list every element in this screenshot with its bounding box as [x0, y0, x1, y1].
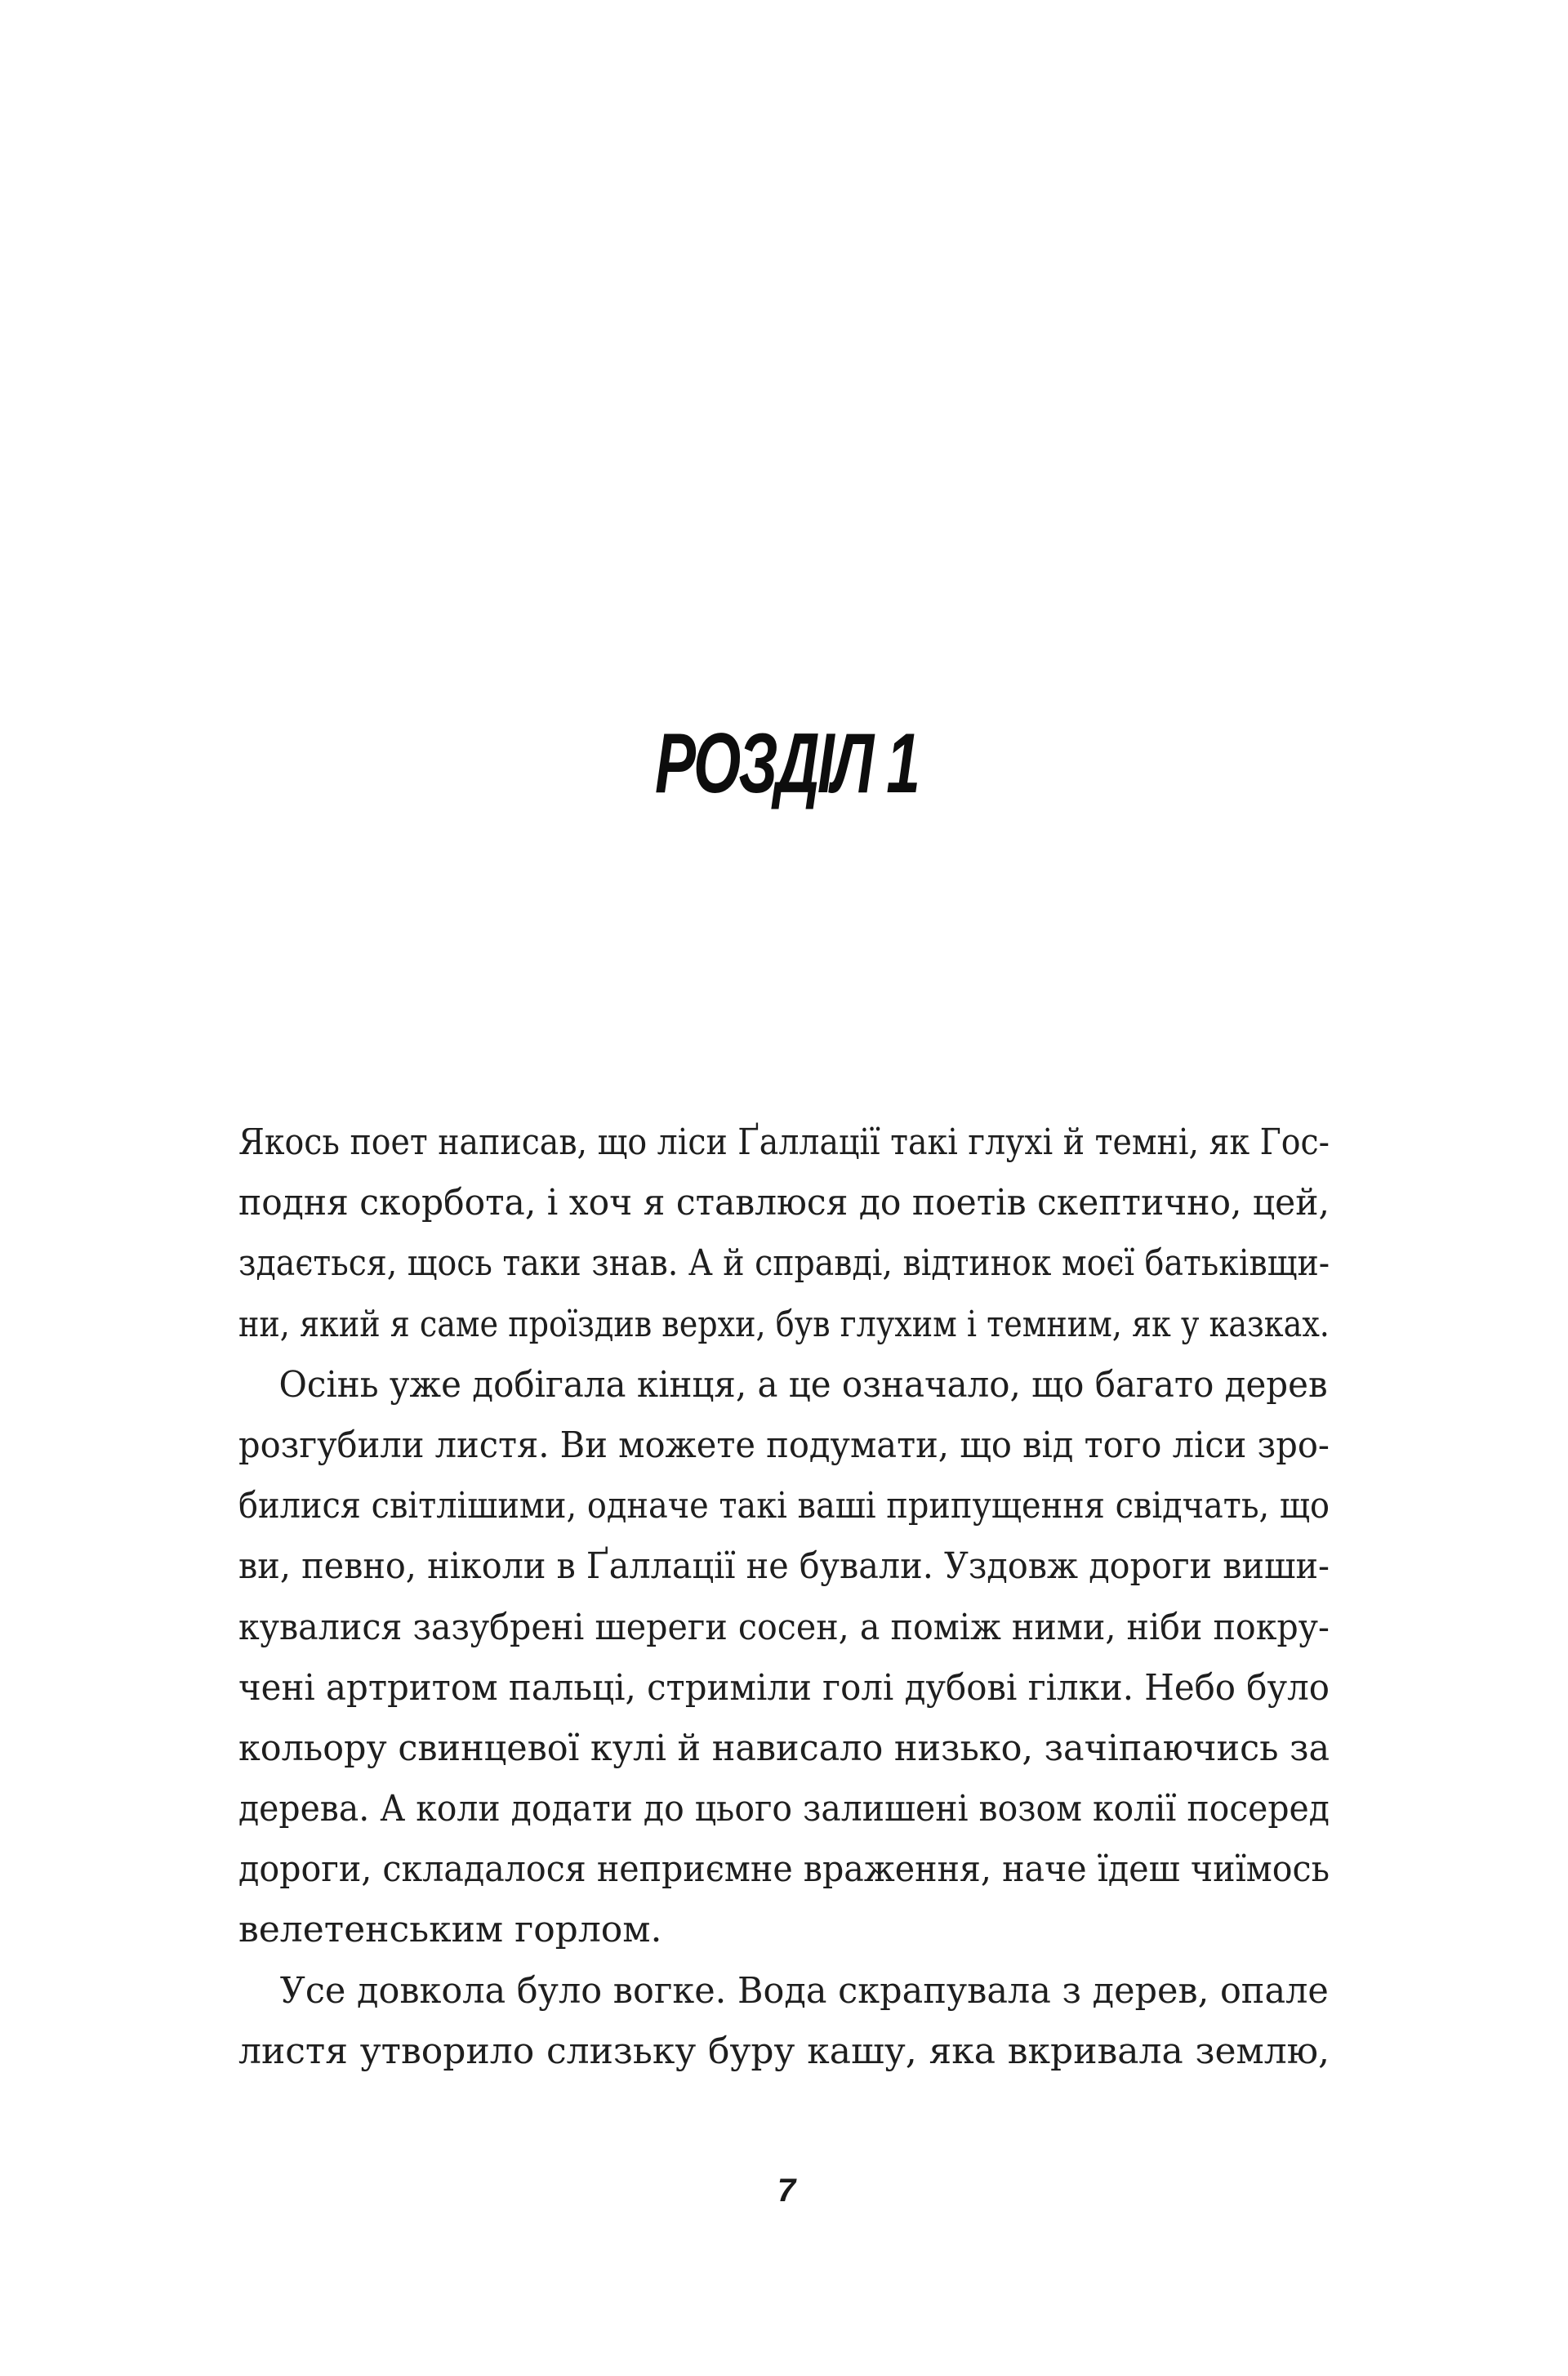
text-line: розгубили листя. Ви можете подумати, що від того ліси зро- [238, 1424, 1330, 1466]
text-line: здається, щось таки знав. А й справді, відтинок моєї батьківщи- [238, 1242, 1330, 1285]
text-line: кувалися зазубрені шереги сосен, а поміж ними, ніби покру- [238, 1606, 1330, 1648]
text-line: билися світлішими, одначе такі ваші припущення свідчать, що [238, 1485, 1330, 1527]
chapter-body [238, 1112, 1330, 2082]
text-line: ви, певно, ніколи в Ґаллації не бували. Уздовж дороги виши- [238, 1545, 1330, 1588]
text-line: Осінь уже добігала кінця, а це означало, що багато дерев [278, 1363, 1328, 1406]
text-line: кольору свинцевої кулі й нависало низько, зачіпаючись за [238, 1727, 1330, 1769]
text-line: чені артритом пальці, стриміли голі дубові гілки. Небо було [238, 1666, 1330, 1709]
text-line: дерева. А коли додати до цього залишені возом колії посеред [238, 1788, 1330, 1830]
text-line: дороги, складалося неприємне враження, наче їдеш чиїмось [238, 1848, 1330, 1891]
text-line: Якось поет написав, що ліси Ґаллації такі глухі й темні, як Гос- [238, 1121, 1330, 1163]
chapter-title: РОЗДІЛ 1 [654, 715, 919, 811]
text-line: листя утворило слизьку буру кашу, яка вкривала землю, [238, 2030, 1330, 2072]
text-line: Усе довкола було вогке. Вода скрапувала з дерев, опале [279, 1969, 1329, 2012]
text-line: ни, який я саме проїздив верхи, був глухим і темним, як у казках. [238, 1303, 1330, 1345]
text-line: подня скорбота, і хоч я ставлюся до поетів скептично, цей, [238, 1182, 1330, 1224]
page-number: 7 [777, 2173, 796, 2209]
text-line: велетенським горлом. [238, 1909, 662, 1951]
